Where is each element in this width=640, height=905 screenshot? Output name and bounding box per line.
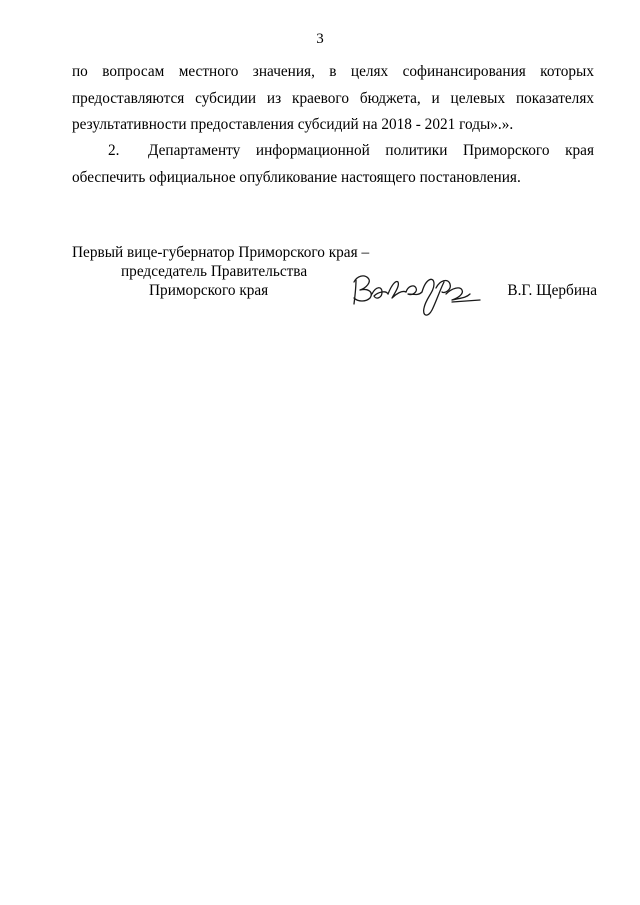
signatory-title-line-1: Первый вице-губернатор Приморского края – [72,244,370,261]
page-number: 3 [316,31,324,47]
handwritten-signature [348,268,484,324]
paragraph-continuation: по вопросам местного значения, в целях софинансирования которых предоставляются субсидии из краевого бюджета, и целевых показателях результативности предоставления субсидий на 2018 - 2021 годы».». [72,63,594,133]
paragraph-item-2 [72,138,594,191]
paragraph-text: Департаменту информационной политики Приморского края обеспечить официальное опубликование настоящего постановления. [72,142,594,186]
signatory-name: В.Г. Щербина [507,282,597,299]
signatory-title-line-3: Приморского края [149,282,269,299]
paragraph-number: 2. [108,142,120,159]
signatory-title-line-2: председатель Правительства [121,263,308,280]
signature-block [72,244,597,324]
